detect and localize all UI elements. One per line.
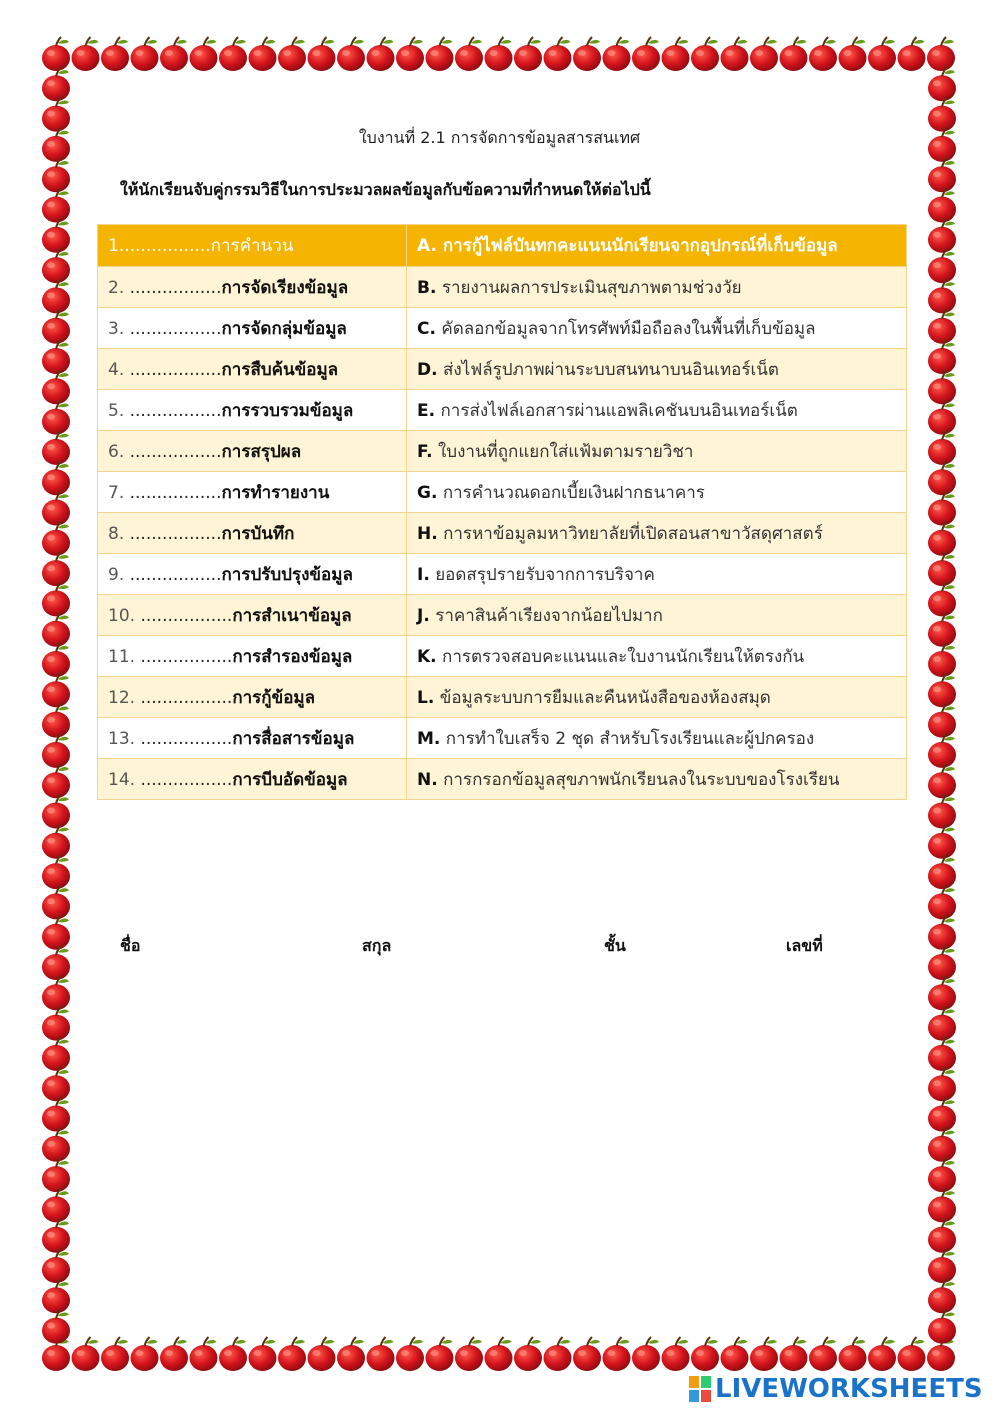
red-apple-icon bbox=[928, 431, 956, 465]
red-apple-icon bbox=[514, 1337, 542, 1371]
process-term: การสำเนาข้อมูล bbox=[232, 605, 352, 626]
statement-text: ยอดสรุปรายรับจากการบริจาค bbox=[435, 564, 655, 585]
item-number: 1 bbox=[108, 236, 119, 256]
table-row bbox=[98, 225, 907, 267]
process-cell bbox=[98, 677, 407, 718]
red-apple-icon bbox=[928, 1037, 956, 1071]
red-apple-icon bbox=[42, 582, 70, 616]
process-term: การกู้ข้อมูล bbox=[232, 687, 316, 708]
red-apple-icon bbox=[928, 1067, 956, 1101]
red-apple-icon bbox=[928, 522, 956, 556]
red-apple-icon bbox=[928, 582, 956, 616]
process-term: การสื่อสารข้อมูล bbox=[232, 728, 355, 749]
statement-letter: C. bbox=[417, 318, 436, 339]
statement-text: ข้อมูลระบบการยืมและคืนหนังสือของห้องสมุด bbox=[439, 687, 771, 708]
process-cell bbox=[98, 513, 407, 554]
item-number: 2. bbox=[108, 277, 130, 298]
red-apple-icon bbox=[928, 885, 956, 919]
red-apple-icon bbox=[750, 1337, 778, 1371]
red-apple-icon bbox=[928, 1007, 956, 1041]
table-row bbox=[98, 513, 907, 554]
item-number: 12. bbox=[108, 687, 141, 708]
statement-text: ส่งไฟล์รูปภาพผ่านระบบสนทนาบนอินเทอร์เน็ต bbox=[442, 359, 779, 380]
red-apple-icon bbox=[42, 67, 70, 101]
red-apple-icon bbox=[42, 916, 70, 950]
process-term: การบีบอัดข้อมูล bbox=[232, 769, 348, 790]
item-number: 6. bbox=[108, 441, 130, 462]
process-term: การรวบรวมข้อมูล bbox=[221, 400, 354, 421]
red-apple-icon bbox=[544, 37, 572, 71]
red-apple-icon bbox=[928, 855, 956, 889]
process-cell bbox=[98, 267, 407, 308]
red-apple-icon bbox=[42, 764, 70, 798]
statement-text: การกรอกข้อมูลสุขภาพนักเรียนลงในระบบของโรงเรียน bbox=[443, 769, 840, 790]
table-row bbox=[98, 718, 907, 759]
red-apple-icon bbox=[455, 1337, 483, 1371]
red-apple-icon bbox=[42, 1158, 70, 1192]
statement-text: คัดลอกข้อมูลจากโทรศัพท์มือถือลงในพื้นที่เก็บข้อมูล bbox=[441, 318, 816, 339]
statement-cell bbox=[407, 225, 907, 267]
red-apple-icon bbox=[42, 310, 70, 344]
process-term: การคำนวน bbox=[210, 236, 294, 256]
answer-blank[interactable]: ................. bbox=[129, 359, 222, 380]
process-term: การปรับปรุงข้อมูล bbox=[221, 564, 353, 585]
process-cell bbox=[98, 554, 407, 595]
red-apple-icon bbox=[928, 1188, 956, 1222]
red-apple-icon bbox=[750, 37, 778, 71]
statement-cell bbox=[407, 267, 907, 308]
red-apple-icon bbox=[928, 795, 956, 829]
statement-cell bbox=[407, 431, 907, 472]
red-apple-icon bbox=[42, 825, 70, 859]
red-apple-icon bbox=[249, 37, 277, 71]
item-number: 8. bbox=[108, 523, 130, 544]
red-apple-icon bbox=[928, 401, 956, 435]
red-apple-icon bbox=[928, 492, 956, 526]
red-apple-icon bbox=[42, 673, 70, 707]
worksheet-title: ใบงานที่ 2.1 การจัดการข้อมูลสารสนเทศ bbox=[358, 128, 641, 147]
red-apple-icon bbox=[42, 795, 70, 829]
item-number: 14. bbox=[108, 769, 141, 790]
answer-blank[interactable]: ................. bbox=[129, 277, 222, 298]
red-apple-icon bbox=[928, 219, 956, 253]
process-term: การบันทึก bbox=[221, 523, 295, 544]
red-apple-icon bbox=[928, 1158, 956, 1192]
red-apple-icon bbox=[928, 1128, 956, 1162]
statement-text: การคำนวณดอกเบี้ยเงินฝากธนาคาร bbox=[442, 482, 705, 503]
item-number: 4. bbox=[108, 359, 130, 380]
statement-letter: I. bbox=[417, 564, 430, 585]
red-apple-icon bbox=[42, 522, 70, 556]
student-number-label: เลขที่ bbox=[786, 936, 823, 955]
red-apple-icon bbox=[928, 461, 956, 495]
statement-letter: L. bbox=[417, 687, 435, 708]
table-row bbox=[98, 349, 907, 390]
table-row bbox=[98, 472, 907, 513]
item-number: 13. bbox=[108, 728, 141, 749]
answer-blank[interactable]: ................. bbox=[140, 605, 233, 626]
answer-blank[interactable]: ................. bbox=[129, 441, 222, 462]
statement-cell bbox=[407, 595, 907, 636]
red-apple-icon bbox=[367, 37, 395, 71]
process-cell bbox=[98, 431, 407, 472]
red-apple-icon bbox=[42, 37, 70, 71]
red-apple-icon bbox=[928, 673, 956, 707]
process-cell bbox=[98, 308, 407, 349]
red-apple-icon bbox=[396, 37, 424, 71]
red-apple-icon bbox=[485, 1337, 513, 1371]
red-apple-icon bbox=[928, 613, 956, 647]
answer-blank[interactable]: ................. bbox=[140, 646, 233, 667]
statement-cell bbox=[407, 472, 907, 513]
red-apple-icon bbox=[219, 1337, 247, 1371]
red-apple-icon bbox=[42, 1279, 70, 1313]
answer-blank[interactable]: ................. bbox=[140, 728, 233, 749]
item-number: 5. bbox=[108, 400, 130, 421]
red-apple-icon bbox=[42, 189, 70, 223]
statement-letter: H. bbox=[417, 523, 438, 544]
red-apple-icon bbox=[928, 916, 956, 950]
statement-letter: J. bbox=[417, 605, 430, 626]
red-apple-icon bbox=[396, 1337, 424, 1371]
statement-letter: G. bbox=[417, 482, 438, 503]
red-apple-icon bbox=[928, 249, 956, 283]
red-apple-icon bbox=[42, 643, 70, 677]
red-apple-icon bbox=[928, 370, 956, 404]
red-apple-icon bbox=[160, 37, 188, 71]
red-apple-icon bbox=[278, 1337, 306, 1371]
red-apple-icon bbox=[839, 37, 867, 71]
worksheet-instruction: ให้นักเรียนจับคู่กรรมวิธีในการประมวลผลข้อมูลกับข้อความที่กำหนดให้ต่อไปนี้ bbox=[120, 180, 651, 199]
table-row bbox=[98, 308, 907, 349]
process-cell bbox=[98, 759, 407, 800]
process-cell bbox=[98, 390, 407, 431]
red-apple-icon bbox=[928, 1249, 956, 1283]
process-term: การสำรองข้อมูล bbox=[232, 646, 353, 667]
red-apple-icon bbox=[42, 1098, 70, 1132]
red-apple-icon bbox=[42, 431, 70, 465]
statement-letter: K. bbox=[417, 646, 437, 667]
table-row bbox=[98, 595, 907, 636]
red-apple-icon bbox=[721, 1337, 749, 1371]
answer-blank[interactable]: ................. bbox=[129, 318, 222, 339]
item-number: 7. bbox=[108, 482, 130, 503]
process-cell bbox=[98, 472, 407, 513]
red-apple-icon bbox=[42, 976, 70, 1010]
red-apple-icon bbox=[42, 552, 70, 586]
statement-text: การกู้ไฟล์บันทกคะแนนนักเรียนจากอุปกรณ์ที่เก็บข้อมูล bbox=[442, 236, 838, 256]
table-row bbox=[98, 267, 907, 308]
item-number: 11. bbox=[108, 646, 141, 667]
answer-blank[interactable]: ................. bbox=[129, 564, 222, 585]
red-apple-icon bbox=[928, 1219, 956, 1253]
red-apple-icon bbox=[868, 1337, 896, 1371]
statement-letter: D. bbox=[417, 359, 438, 380]
statement-letter: M. bbox=[417, 728, 441, 749]
red-apple-icon bbox=[42, 1310, 70, 1344]
matching-table bbox=[97, 224, 907, 800]
item-number: 10. bbox=[108, 605, 141, 626]
red-apple-icon bbox=[928, 825, 956, 859]
red-apple-icon bbox=[721, 37, 749, 71]
statement-text: ราคาสินค้าเรียงจากน้อยไปมาก bbox=[435, 605, 663, 626]
liveworksheets-logo-icon bbox=[689, 1376, 711, 1402]
red-apple-icon bbox=[101, 37, 129, 71]
statement-text: รายงานผลการประเมินสุขภาพตามช่วงวัย bbox=[441, 277, 742, 298]
red-apple-icon bbox=[72, 37, 100, 71]
red-apple-icon bbox=[42, 613, 70, 647]
red-apple-icon bbox=[42, 219, 70, 253]
red-apple-icon bbox=[42, 704, 70, 738]
red-apple-icon bbox=[928, 1310, 956, 1344]
red-apple-icon bbox=[662, 1337, 690, 1371]
surname-label: สกุล bbox=[362, 936, 392, 955]
item-number: 9. bbox=[108, 564, 130, 585]
process-cell bbox=[98, 349, 407, 390]
red-apple-icon bbox=[249, 1337, 277, 1371]
process-term: การสรุปผล bbox=[221, 441, 302, 462]
answer-blank[interactable]: ................. bbox=[129, 482, 222, 503]
red-apple-icon bbox=[455, 37, 483, 71]
statement-cell bbox=[407, 759, 907, 800]
red-apple-icon bbox=[809, 37, 837, 71]
process-cell bbox=[98, 636, 407, 677]
red-apple-icon bbox=[278, 37, 306, 71]
table-row bbox=[98, 390, 907, 431]
red-apple-icon bbox=[42, 1037, 70, 1071]
table-row bbox=[98, 554, 907, 595]
process-term: การจัดกลุ่มข้อมูล bbox=[221, 318, 347, 339]
red-apple-icon bbox=[42, 855, 70, 889]
statement-letter: F. bbox=[417, 441, 433, 462]
red-apple-icon bbox=[927, 37, 955, 71]
process-cell bbox=[98, 595, 407, 636]
red-apple-icon bbox=[780, 37, 808, 71]
red-apple-icon bbox=[928, 643, 956, 677]
answer-blank[interactable]: ................. bbox=[129, 523, 222, 544]
red-apple-icon bbox=[42, 492, 70, 526]
red-apple-icon bbox=[632, 37, 660, 71]
process-term: การสืบค้นข้อมูล bbox=[221, 359, 339, 380]
statement-text: การทำใบเสร็จ 2 ชุด สำหรับโรงเรียนและผู้ปกครอง bbox=[445, 728, 815, 749]
red-apple-icon bbox=[514, 37, 542, 71]
red-apple-icon bbox=[780, 1337, 808, 1371]
red-apple-icon bbox=[42, 1219, 70, 1253]
answer-blank[interactable]: ................. bbox=[118, 236, 211, 256]
red-apple-icon bbox=[42, 401, 70, 435]
red-apple-icon bbox=[190, 1337, 218, 1371]
red-apple-icon bbox=[928, 310, 956, 344]
red-apple-icon bbox=[42, 1128, 70, 1162]
process-cell bbox=[98, 718, 407, 759]
red-apple-icon bbox=[662, 37, 690, 71]
red-apple-icon bbox=[928, 1098, 956, 1132]
statement-text: การตรวจสอบคะแนนและใบงานนักเรียนให้ตรงกัน bbox=[442, 646, 805, 667]
red-apple-icon bbox=[308, 1337, 336, 1371]
red-apple-icon bbox=[308, 37, 336, 71]
table-row bbox=[98, 759, 907, 800]
red-apple-icon bbox=[42, 158, 70, 192]
red-apple-icon bbox=[337, 1337, 365, 1371]
red-apple-icon bbox=[928, 1279, 956, 1313]
answer-blank[interactable]: ................. bbox=[129, 400, 222, 421]
statement-letter: B. bbox=[417, 277, 437, 298]
red-apple-icon bbox=[426, 37, 454, 71]
statement-cell bbox=[407, 349, 907, 390]
red-apple-icon bbox=[426, 1337, 454, 1371]
statement-cell bbox=[407, 390, 907, 431]
red-apple-icon bbox=[928, 734, 956, 768]
red-apple-icon bbox=[42, 370, 70, 404]
red-apple-icon bbox=[928, 340, 956, 374]
statement-letter: E. bbox=[417, 400, 436, 421]
red-apple-icon bbox=[928, 189, 956, 223]
red-apple-icon bbox=[42, 249, 70, 283]
red-apple-icon bbox=[42, 1007, 70, 1041]
answer-blank[interactable]: ................. bbox=[140, 687, 233, 708]
red-apple-icon bbox=[42, 340, 70, 374]
red-apple-icon bbox=[544, 1337, 572, 1371]
name-label: ชื่อ bbox=[120, 936, 141, 955]
red-apple-icon bbox=[603, 37, 631, 71]
red-apple-icon bbox=[42, 461, 70, 495]
red-apple-icon bbox=[485, 37, 513, 71]
process-cell bbox=[98, 225, 407, 267]
red-apple-icon bbox=[928, 704, 956, 738]
red-apple-icon bbox=[573, 1337, 601, 1371]
red-apple-icon bbox=[131, 1337, 159, 1371]
red-apple-icon bbox=[691, 1337, 719, 1371]
red-apple-icon bbox=[42, 885, 70, 919]
statement-text: การหาข้อมูลมหาวิทยาลัยที่เปิดสอนสาขาวัสดุศาสตร์ bbox=[443, 523, 823, 544]
statement-letter: A. bbox=[417, 236, 437, 256]
statement-text: ใบงานที่ถูกแยกใส่แฟ้มตามรายวิชา bbox=[437, 441, 694, 462]
red-apple-icon bbox=[868, 37, 896, 71]
red-apple-icon bbox=[898, 37, 926, 71]
red-apple-icon bbox=[928, 158, 956, 192]
red-apple-icon bbox=[72, 1337, 100, 1371]
red-apple-icon bbox=[603, 1337, 631, 1371]
red-apple-icon bbox=[42, 279, 70, 313]
process-term: การจัดเรียงข้อมูล bbox=[221, 277, 349, 298]
statement-cell bbox=[407, 636, 907, 677]
red-apple-icon bbox=[928, 976, 956, 1010]
red-apple-icon bbox=[928, 67, 956, 101]
red-apple-icon bbox=[573, 37, 601, 71]
red-apple-icon bbox=[928, 946, 956, 980]
class-label: ชั้น bbox=[604, 936, 626, 955]
red-apple-icon bbox=[632, 1337, 660, 1371]
red-apple-icon bbox=[337, 37, 365, 71]
statement-cell bbox=[407, 513, 907, 554]
answer-blank[interactable]: ................. bbox=[140, 769, 233, 790]
table-row bbox=[98, 431, 907, 472]
red-apple-icon bbox=[42, 946, 70, 980]
table-row bbox=[98, 636, 907, 677]
red-apple-icon bbox=[928, 764, 956, 798]
statement-cell bbox=[407, 718, 907, 759]
liveworksheets-wordmark: LIVEWORKSHEETS bbox=[715, 1374, 983, 1404]
statement-cell bbox=[407, 677, 907, 718]
red-apple-icon bbox=[839, 1337, 867, 1371]
statement-text: การส่งไฟล์เอกสารผ่านแอพลิเคชันบนอินเทอร์เน็ต bbox=[440, 400, 798, 421]
red-apple-icon bbox=[42, 1067, 70, 1101]
red-apple-icon bbox=[160, 1337, 188, 1371]
item-number: 3. bbox=[108, 318, 130, 339]
liveworksheets-branding[interactable] bbox=[689, 1372, 983, 1406]
red-apple-icon bbox=[101, 1337, 129, 1371]
red-apple-icon bbox=[131, 37, 159, 71]
red-apple-icon bbox=[42, 1249, 70, 1283]
red-apple-icon bbox=[219, 37, 247, 71]
process-term: การทำรายงาน bbox=[221, 482, 330, 503]
table-row bbox=[98, 677, 907, 718]
red-apple-icon bbox=[928, 552, 956, 586]
statement-cell bbox=[407, 308, 907, 349]
red-apple-icon bbox=[898, 1337, 926, 1371]
red-apple-icon bbox=[190, 37, 218, 71]
red-apple-icon bbox=[42, 734, 70, 768]
red-apple-icon bbox=[928, 279, 956, 313]
red-apple-icon bbox=[809, 1337, 837, 1371]
statement-cell bbox=[407, 554, 907, 595]
red-apple-icon bbox=[42, 1188, 70, 1222]
red-apple-icon bbox=[691, 37, 719, 71]
statement-letter: N. bbox=[417, 769, 438, 790]
red-apple-icon bbox=[367, 1337, 395, 1371]
